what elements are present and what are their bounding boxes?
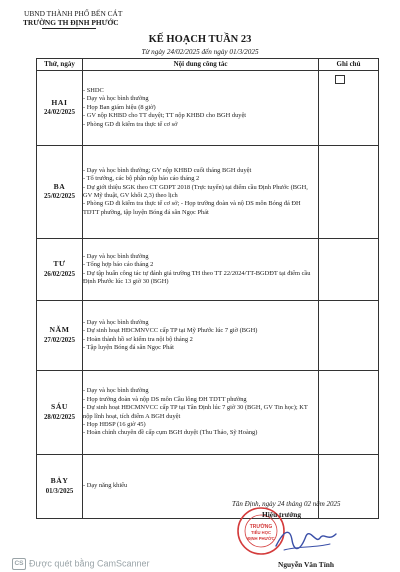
task-item: - SHDC [83, 86, 104, 94]
day-date: 24/02/2025 [44, 109, 75, 116]
plan-subtitle: Từ ngày 24/02/2025 đến ngày 01/3/2025 [141, 48, 259, 56]
note-cell [319, 239, 379, 301]
day-name: BẢY [50, 476, 69, 486]
header-content: Nội dung công tác [83, 59, 319, 71]
day-cell [37, 371, 83, 455]
org-line-1: UBND THÀNH PHỐ BẾN CÁT [24, 9, 123, 18]
camscanner-icon: CS [12, 558, 26, 570]
note-checkbox [335, 75, 345, 84]
note-cell [319, 301, 379, 371]
task-item: - Tổng hợp báo cáo tháng 2 [83, 261, 154, 269]
day-date: 28/02/2025 [44, 413, 75, 421]
task-item: - Hoàn thành hồ sơ kiểm tra nội bộ tháng 2 [83, 335, 193, 343]
task-item: - Họp Ban giám hiệu (8 giờ) [83, 103, 156, 111]
task-item: - Tổ trưởng, các bộ phận nộp báo cáo tháng 2 [83, 175, 200, 183]
day-cell [37, 301, 83, 371]
note-cell [319, 146, 379, 239]
table-row [37, 239, 379, 301]
org-line-2: TRƯỜNG TH ĐỊNH PHƯỚC [23, 18, 119, 27]
task-list [83, 71, 319, 146]
svg-text:TRƯỜNG: TRƯỜNG [249, 524, 273, 530]
day-date: 01/3/2025 [45, 487, 74, 495]
task-item: - Dạy và học bình thường [83, 95, 149, 103]
handwritten-signature [270, 524, 340, 556]
camscanner-text: Được quét bằng CamScanner [29, 558, 150, 569]
day-cell [37, 146, 83, 239]
sign-place-date: Tân Định, ngày 24 tháng 02 năm 2025 [232, 500, 341, 508]
org-underline [42, 28, 96, 29]
task-item: - Dạy và học bình thường [83, 252, 149, 260]
table-row [37, 301, 379, 371]
task-item: - Họp HĐSP (16 giờ 45) [83, 420, 146, 428]
plan-table [36, 58, 379, 519]
task-item: - Dự giới thiệu SGK theo CT GDPT 2018 (Trực tuyến) tại điểm cầu Định Phước (BGH, GV Mỹ thuật, GV khối 2,3) theo lịch [83, 183, 308, 199]
task-item: - Phòng GD đi kiểm tra thực tế cơ sở [83, 120, 178, 128]
task-list [83, 371, 319, 455]
task-item: - Phòng GD đi kiểm tra thực tế cơ sở; - Họp trường đoàn và nộ DS môn Bóng đá ĐH TDTT phường, tập luyện Bóng đá sân Ngọc Phát [83, 200, 301, 216]
header-note: Ghi chú [319, 59, 379, 71]
table-row [37, 146, 379, 239]
note-cell [319, 71, 379, 146]
note-cell [319, 371, 379, 455]
svg-text:TIỂU HỌC: TIỂU HỌC [250, 530, 272, 535]
plan-title: KẾ HOẠCH TUẦN 23 [148, 34, 252, 45]
day-cell [37, 71, 83, 146]
principal-name: Nguyễn Văn Tính [278, 560, 335, 569]
table-row [37, 455, 379, 519]
day-name: SÁU [51, 402, 68, 412]
day-name: HAI [51, 97, 68, 107]
day-cell [37, 239, 83, 301]
camscanner-watermark [12, 558, 150, 570]
svg-text:ĐỊNH PHƯỚC: ĐỊNH PHƯỚC [247, 536, 275, 541]
task-list [83, 146, 319, 239]
task-item: - GV nộp KHBD cho TT duyệt; TT nộp KHBD cho BGH duyệt [83, 112, 247, 120]
task-item: - Dạy và học bình thường [83, 387, 149, 395]
day-date: 27/02/2025 [44, 336, 75, 344]
table-header-row [37, 59, 379, 71]
header-day: Thứ, ngày [37, 59, 83, 71]
task-item: - Họp trường đoàn và nộp DS môn Cầu lông ĐH TDTT phường [83, 395, 247, 403]
task-item: - Dạy năng khiếu [83, 482, 128, 490]
task-item: - Dạy và học bình thường; GV nộp KHBD cuối tháng BGH duyệt [83, 166, 252, 174]
task-list [83, 301, 319, 371]
table-row [37, 71, 379, 146]
day-name: NĂM [49, 325, 70, 335]
day-cell [37, 455, 83, 519]
task-item: - Dự sinh hoạt HĐCMNVCC cấp TP tại Tân Định lúc 7 giờ 30 (BGH, GV Tin học); KT nộp lĩnh hoạt, tích điểm A BGH duyệt [83, 404, 308, 420]
day-name: BA [53, 181, 66, 191]
day-date: 26/02/2025 [44, 270, 75, 278]
task-item: - Tập luyện Bóng đá sân Ngọc Phát [83, 343, 174, 351]
day-name: TƯ [53, 259, 66, 269]
task-item: - Hoàn chỉnh chuyên đề cấp cụm BGH duyệt (Thu Thảo, Sỹ Hoàng) [83, 429, 258, 437]
principal-title: Hiệu trưởng [262, 510, 302, 519]
task-item: - Dự tập huấn công tác tự đánh giá trường TH theo TT 22/2024/TT-BGDĐT tại điểm cầu Định Phước lúc 13 giờ 30 (BGH) [83, 269, 311, 285]
day-date: 25/02/2025 [44, 193, 75, 200]
task-list [83, 239, 319, 301]
note-cell [319, 455, 379, 519]
task-item: - Dạy và học bình thường [83, 318, 149, 326]
table-row [37, 371, 379, 455]
task-item: - Dự sinh hoạt HĐCMNVCC cấp TP tại Mỹ Phước lúc 7 giờ (BGH) [83, 327, 258, 335]
